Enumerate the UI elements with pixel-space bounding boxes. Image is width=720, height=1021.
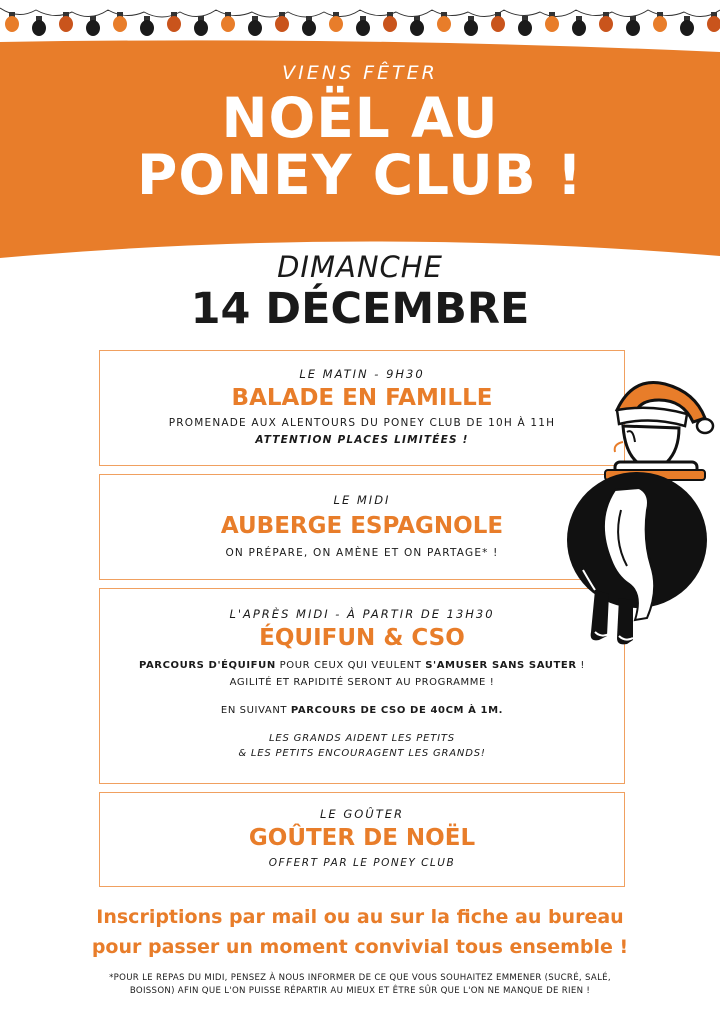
date-day: DIMANCHE: [277, 250, 443, 284]
bulb: [167, 16, 181, 32]
cta-line2: pour passer un moment convivial tous ensemble !: [91, 936, 629, 958]
card-snack: [99, 792, 625, 887]
card-title: AUBERGE ESPAGNOLE: [220, 513, 504, 539]
footnote-line1: *POUR LE REPAS DU MIDI, PENSEZ À NOUS INFORMER DE CE QUE VOUS SOUHAITEZ EMMENER (SUCRÉ, SALÉ,: [109, 973, 611, 983]
bulb: [275, 16, 289, 32]
bulb: [302, 20, 316, 36]
bulb: [680, 20, 694, 36]
banner-heading: [0, 62, 720, 207]
banner-title-line1: NOËL AU: [221, 86, 499, 150]
bulb: [32, 20, 46, 36]
bulb: [140, 20, 154, 36]
bulb: [626, 20, 640, 36]
card-title: BALADE EN FAMILLE: [231, 385, 493, 411]
bulb: [437, 16, 451, 32]
bulb: [59, 16, 73, 32]
bulb: [194, 20, 208, 36]
card-line: ON PRÉPARE, ON AMÈNE ET ON PARTAGE* !: [225, 547, 499, 559]
card-time: LE MIDI: [333, 493, 391, 507]
banner-subtitle: VIENS FÊTER: [282, 62, 438, 84]
bulb: [572, 20, 586, 36]
card-time: L'APRÈS MIDI - À PARTIR DE 13H30: [229, 607, 495, 621]
footnote-line2: BOISSON) AFIN QUE L'ON PUISSE RÉPARTIR AU MIEUX ET ÊTRE SÛR QUE L'ON NE MANQUE DE RIEN !: [129, 986, 591, 996]
card-line-bold: PARCOURS DE CSO DE 40CM À 1M.: [290, 705, 504, 716]
bulb: [653, 16, 667, 32]
card-title: ÉQUIFUN & CSO: [259, 625, 465, 651]
card-note: & LES PETITS ENCOURAGENT LES GRANDS!: [238, 748, 486, 759]
card-line: [100, 657, 624, 674]
card-line: PROMENADE AUX ALENTOURS DU PONEY CLUB DE 10H À 11H: [168, 417, 556, 429]
card-line: OFFERT PAR LE PONEY CLUB: [268, 857, 456, 869]
card-afternoon: [99, 588, 625, 784]
card-line-bold: PARCOURS D'ÉQUIFUN: [138, 660, 276, 671]
card-midday: [99, 474, 625, 580]
banner-title: [0, 86, 720, 207]
banner-title-line2: PONEY CLUB !: [137, 143, 583, 207]
card-line-text: POUR CEUX QUI VEULENT: [275, 660, 426, 671]
bulb: [464, 20, 478, 36]
bulb: [329, 16, 343, 32]
card-line-bold: S'AMUSER SANS SAUTER: [425, 660, 577, 671]
bulb: [383, 16, 397, 32]
cta-line1: Inscriptions par mail ou au sur la fiche au bureau: [96, 906, 624, 928]
card-line-warning: ATTENTION PLACES LIMITÉES !: [255, 434, 469, 446]
bulb: [113, 16, 127, 32]
card-line-text: !: [576, 660, 586, 671]
card-title: GOÛTER DE NOËL: [248, 825, 476, 851]
event-date: [0, 250, 720, 334]
bulb: [86, 20, 100, 36]
bulb: [221, 16, 235, 32]
bulb: [707, 16, 720, 32]
bulb: [410, 20, 424, 36]
bulb: [545, 16, 559, 32]
card-morning: [99, 350, 625, 466]
string-lights-icon: [0, 0, 720, 50]
pony-santa-hat-icon: [555, 370, 720, 650]
card-note: LES GRANDS AIDENT LES PETITS: [269, 733, 455, 744]
card-line: [100, 702, 624, 719]
bulb: [5, 16, 19, 32]
bulb: [518, 20, 532, 36]
bulb: [599, 16, 613, 32]
card-line: AGILITÉ ET RAPIDITÉ SERONT AU PROGRAMME !: [229, 677, 495, 688]
bulb: [491, 16, 505, 32]
bulb: [248, 20, 262, 36]
date-date: 14 DÉCEMBRE: [190, 284, 530, 334]
registration-message: [0, 902, 720, 962]
card-time: LE MATIN - 9H30: [299, 367, 425, 381]
footnote: [40, 972, 680, 998]
bulb: [356, 20, 370, 36]
card-line-text: EN SUIVANT: [220, 705, 291, 716]
card-time: LE GOÛTER: [320, 807, 404, 821]
